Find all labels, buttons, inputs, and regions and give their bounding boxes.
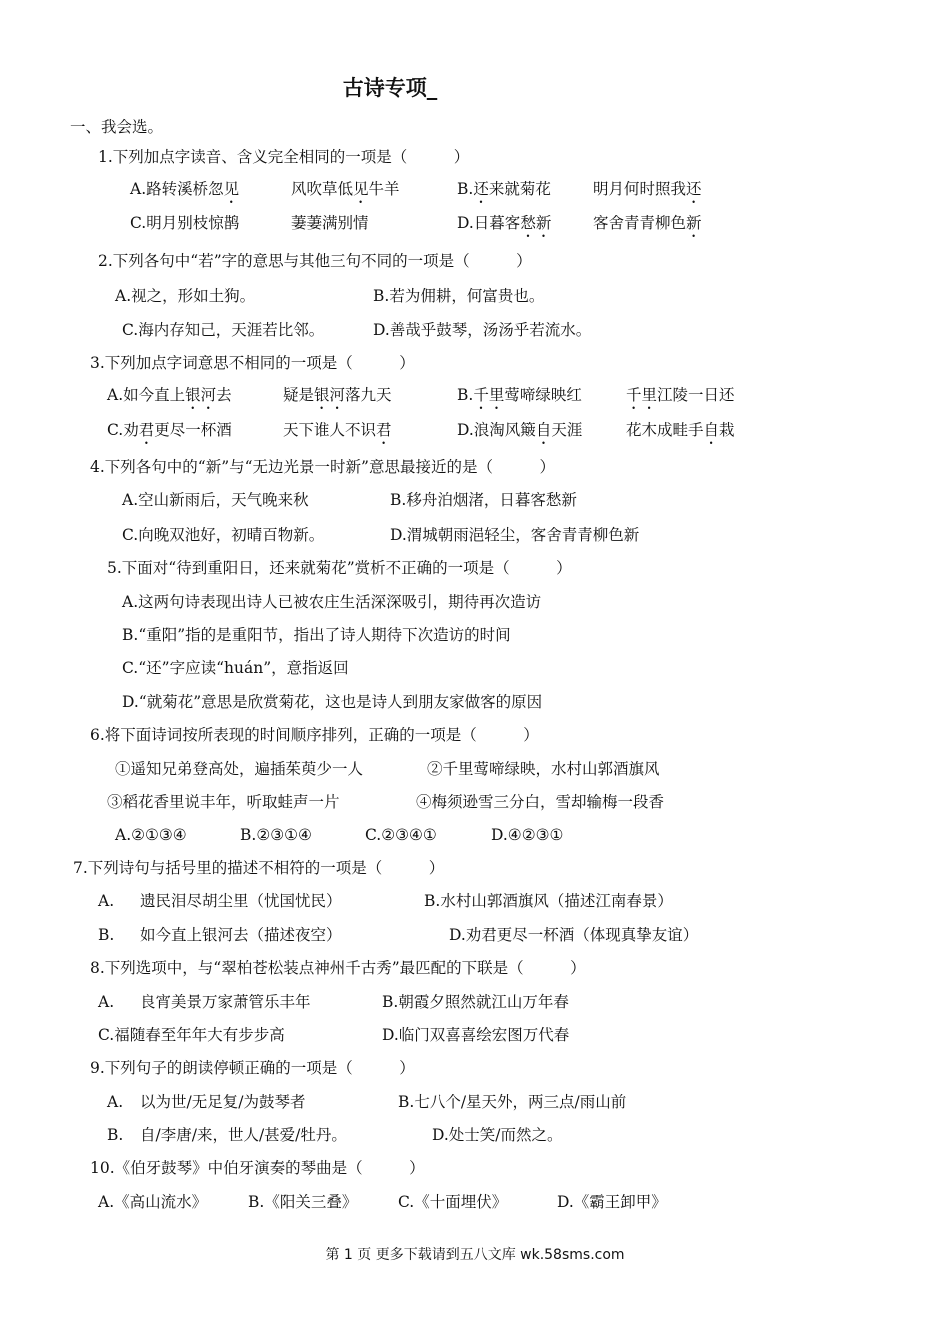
page-footer: 第 1 页 更多下载请到五八文库 wk.58sms.com <box>325 1247 625 1263</box>
q1-option-d-pair: 客舍青青柳色新 <box>593 214 702 232</box>
q1-option-b-pair: 明月何时照我还 <box>593 180 702 198</box>
q7-option-a-label: A. <box>98 892 115 910</box>
q9-option-c-label: B. <box>107 1126 124 1144</box>
q3-option-b: B.千里莺啼绿映红 <box>457 386 582 404</box>
q8-option-a-label: A. <box>98 993 115 1011</box>
q5-option-a: A.这两句诗表现出诗人已被农庄生活深深吸引，期待再次造访 <box>122 593 542 611</box>
q3-option-a-pair: 疑是银河落九天 <box>283 386 392 404</box>
q1-option-d: D.日暮客愁新 <box>457 214 552 232</box>
q9-option-a: 以为世/无足复/为鼓琴者 <box>140 1093 306 1111</box>
q6-option-c: C.②③④① <box>365 826 437 844</box>
q9-option-b: B.七八个/星天外，两三点/雨山前 <box>398 1093 627 1111</box>
q7-option-b: B.水村山郭酒旗风（描述江南春景） <box>424 892 673 910</box>
q3-option-d: D.浪淘风簸自天涯 <box>457 421 583 439</box>
q9-option-d: D.处士笑/而然之。 <box>432 1126 563 1144</box>
q10-option-d: D.《霸王卸甲》 <box>557 1193 667 1211</box>
q7-option-d: D.劝君更尽一杯酒（体现真挚友谊） <box>449 926 699 944</box>
q10-option-b: B.《阳关三叠》 <box>248 1193 358 1211</box>
q2-option-c: C.海内存知己，天涯若比邻。 <box>122 321 325 339</box>
question-2-stem: 2.下列各句中“若”字的意思与其他三句不同的一项是（ ） <box>98 252 532 270</box>
question-9-stem: 9.下列句子的朗读停顿正确的一项是（ ） <box>90 1059 415 1077</box>
q6-option-a: A.②①③④ <box>115 826 187 844</box>
section-heading: 一、我会选。 <box>70 118 164 136</box>
question-6-stem: 6.将下面诗词按所表现的时间顺序排列，正确的一项是（ ） <box>90 726 539 744</box>
q6-poem-3: ③稻花香里说丰年，听取蛙声一片 <box>107 793 340 811</box>
q5-option-c: C.“还”字应读“huán”，意指返回 <box>122 659 349 677</box>
q1-option-b: B.还来就菊花 <box>457 180 551 198</box>
question-3-stem: 3.下列加点字词意思不相同的一项是（ ） <box>90 354 415 372</box>
question-1-stem: 1.下列加点字读音、含义完全相同的一项是（ ） <box>98 148 470 166</box>
question-5-stem: 5.下面对“待到重阳日，还来就菊花”赏析不正确的一项是（ ） <box>107 559 572 577</box>
q9-option-c: 自/李唐/来，世人/甚爱/牡丹。 <box>140 1126 347 1144</box>
q6-poem-1: ①遥知兄弟登高处，遍插茱萸少一人 <box>115 760 364 778</box>
q3-option-c: C.劝君更尽一杯酒 <box>107 421 232 439</box>
question-7-stem: 7.下列诗句与括号里的描述不相符的一项是（ ） <box>73 859 445 877</box>
q8-option-d: D.临门双喜喜绘宏图万代春 <box>382 1026 570 1044</box>
q6-option-b: B.②③①④ <box>240 826 312 844</box>
q7-option-c-label: B. <box>98 926 115 944</box>
q7-option-a: 遗民泪尽胡尘里（忧国忧民） <box>140 892 342 910</box>
q4-option-d: D.渭城朝雨浥轻尘，客舍青青柳色新 <box>390 526 640 544</box>
q2-option-b: B.若为佣耕，何富贵也。 <box>373 287 545 305</box>
q2-option-a: A.视之，形如土狗。 <box>115 287 256 305</box>
question-10-stem: 10.《伯牙鼓琴》中伯牙演奏的琴曲是（ ） <box>90 1159 425 1177</box>
q1-option-c: C.明月别枝惊鹊 <box>130 214 240 232</box>
q6-poem-2: ②千里莺啼绿映，水村山郭酒旗风 <box>427 760 660 778</box>
q10-option-c: C.《十面埋伏》 <box>398 1193 508 1211</box>
q7-option-c: 如今直上银河去（描述夜空） <box>140 926 342 944</box>
q2-option-d: D.善哉乎鼓琴，汤汤乎若流水。 <box>373 321 592 339</box>
q4-option-b: B.移舟泊烟渚，日暮客愁新 <box>390 491 577 509</box>
q10-option-a: A.《高山流水》 <box>98 1193 208 1211</box>
q3-option-a: A.如今直上银河去 <box>107 386 232 404</box>
question-8-stem: 8.下列选项中，与“翠柏苍松装点神州千古秀”最匹配的下联是（ ） <box>90 959 586 977</box>
q8-option-b: B.朝霞夕照然就江山万年春 <box>382 993 569 1011</box>
page-title: 古诗专项_ <box>342 76 438 100</box>
q8-option-a: 良宵美景万家萧管乐丰年 <box>140 993 311 1011</box>
q4-option-a: A.空山新雨后，天气晚来秋 <box>122 491 309 509</box>
q1-option-a-pair: 风吹草低见牛羊 <box>291 180 400 198</box>
q3-option-d-pair: 花木成畦手自栽 <box>626 421 735 439</box>
q5-option-d: D.“就菊花”意思是欣赏菊花，这也是诗人到朋友家做客的原因 <box>122 693 543 711</box>
q4-option-c: C.向晚双池好，初晴百物新。 <box>122 526 325 544</box>
q1-option-a: A.路转溪桥忽见 <box>130 180 240 198</box>
q8-option-c: C.福随春至年年大有步步高 <box>98 1026 285 1044</box>
q5-option-b: B.“重阳”指的是重阳节，指出了诗人期待下次造访的时间 <box>122 626 511 644</box>
q6-poem-4: ④梅须逊雪三分白，雪却输梅一段香 <box>416 793 665 811</box>
q9-option-a-label: A. <box>107 1093 124 1111</box>
question-4-stem: 4.下列各句中的“新”与“无边光景一时新”意思最接近的是（ ） <box>90 458 555 476</box>
q3-option-c-pair: 天下谁人不识君 <box>283 421 392 439</box>
q3-option-b-pair: 千里江陵一日还 <box>626 386 735 404</box>
q1-option-c-pair: 萋萋满别情 <box>291 214 369 232</box>
q6-option-d: D.④②③① <box>491 826 564 844</box>
